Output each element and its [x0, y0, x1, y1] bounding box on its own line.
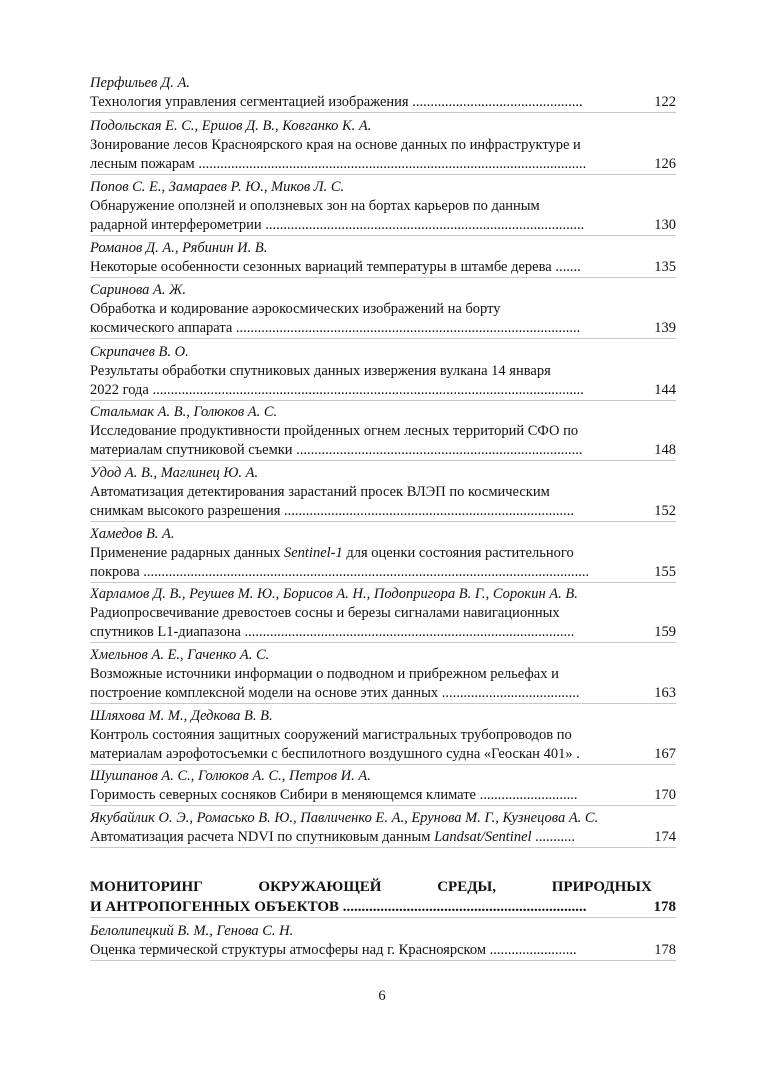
entry-title: 2022 года .......................................................................................................................: [90, 382, 584, 398]
toc-entry: [90, 403, 676, 461]
entry-authors: Стальмак А. В., Голюков А. С.: [90, 404, 278, 420]
entry-title: Обнаружение оползней и оползневых зон на бортах карьеров по данным: [90, 198, 540, 214]
entry-title: Возможные источники информации о подводном и прибрежном рельефах и: [90, 666, 559, 682]
entry-title: покрова ...........................................................................................................................: [90, 564, 590, 580]
entry-page: 139: [654, 320, 676, 336]
section-heading: [90, 877, 676, 918]
title-text: ...........: [531, 829, 576, 845]
toc-entry: [90, 239, 676, 278]
entry-authors: Харламов Д. В., Реушев М. Ю., Борисов А. Н., Подопригора В. Г., Сорокин А. В.: [90, 586, 578, 602]
entry-authors: Попов С. Е., Замараев Р. Ю., Миков Л. С.: [90, 179, 345, 195]
entry-authors: Шушпанов А. С., Голюков А. С., Петров И. А.: [90, 768, 371, 784]
toc-entry: [90, 646, 676, 704]
entry-page: 130: [654, 217, 676, 233]
entry-authors: Якубайлик О. Э., Ромасько В. Ю., Павличенко Е. А., Ерунова М. Г., Кузнецова А. С.: [90, 810, 599, 826]
entry-title: построение комплексной модели на основе этих данных ......................................: [90, 685, 580, 701]
entry-title: материалам аэрофотосъемки с беспилотного воздушного судна «Геоскан 401» .: [90, 746, 580, 762]
toc-entry: [90, 281, 676, 339]
entry-title: Обработка и кодирование аэрокосмических изображений на борту: [90, 301, 501, 317]
entry-title: Автоматизация детектирования зарастаний просек ВЛЭП по космическим: [90, 484, 550, 500]
title-text: для оценки состояния растительного: [342, 545, 574, 561]
entry-page: 178: [654, 942, 676, 958]
entry-authors: Хмельнов А. Е., Гаченко А. С.: [90, 647, 270, 663]
entry-title: снимкам высокого разрешения ................................................................................: [90, 503, 575, 519]
toc-entry: [90, 464, 676, 522]
entry-title: [90, 828, 575, 847]
entry-authors: Подольская Е. С., Ершов Д. В., Ковганко К. А.: [90, 118, 372, 134]
title-text: Применение радарных данных: [90, 545, 284, 561]
toc-entry: [90, 525, 676, 583]
entry-title: Радиопросвечивание древостоев сосны и березы сигналами навигационных: [90, 605, 560, 621]
entry-title: Контроль состояния защитных сооружений магистральных трубопроводов по: [90, 727, 572, 743]
entry-authors: Романов Д. А., Рябинин И. В.: [90, 240, 268, 256]
toc-entry: [90, 707, 676, 765]
entry-page: 163: [654, 685, 676, 701]
entry-page: 152: [654, 503, 676, 519]
entry-title: лесным пожарам ...........................................................................................................: [90, 156, 587, 172]
toc-entry: [90, 585, 676, 643]
toc-entry: [90, 117, 676, 175]
entry-authors: Шляхова М. М., Дедкова В. В.: [90, 708, 273, 724]
entry-page: 126: [654, 156, 676, 172]
entry-authors: Саринова А. Ж.: [90, 282, 187, 298]
entry-authors: Удод А. В., Маглинец Ю. А.: [90, 465, 259, 481]
toc-entry: [90, 343, 676, 401]
title-italic-text: Landsat/Sentinel: [434, 829, 532, 845]
entry-page: 167: [654, 746, 676, 762]
toc-entry: [90, 178, 676, 236]
entry-page: 159: [654, 624, 676, 640]
entry-title: спутников L1-диапазона ...........................................................................................: [90, 624, 575, 640]
entry-page: 174: [654, 829, 676, 845]
entry-title: материалам спутниковой съемки ...............................................................................: [90, 442, 583, 458]
toc-entry: [90, 809, 676, 848]
entry-authors: Перфильев Д. А.: [90, 75, 190, 91]
title-text: Автоматизация расчета NDVI по спутниковым данным: [90, 829, 435, 845]
title-italic-text: Sentinel-1: [283, 545, 343, 561]
entry-authors: Белолипецкий В. М., Генова С. Н.: [90, 923, 294, 939]
section-page: 178: [653, 899, 676, 915]
section-title-line-1: МОНИТОРИНГ ОКРУЖАЮЩЕЙ СРЕДЫ, ПРИРОДНЫХ: [90, 879, 652, 895]
toc-entry: [90, 74, 676, 113]
entry-title: Горимость северных сосняков Сибири в меняющемся климате ...........................: [90, 787, 578, 803]
entry-page: 155: [654, 564, 676, 580]
entry-authors: Скрипачев В. О.: [90, 344, 189, 360]
entry-page: 170: [654, 787, 676, 803]
entry-title: Исследование продуктивности пройденных огнем лесных территорий СФО по: [90, 423, 579, 439]
entry-title: Оценка термической структуры атмосферы над г. Красноярском ........................: [90, 942, 577, 958]
entry-authors: Хамедов В. А.: [90, 526, 175, 542]
entry-page: 135: [654, 259, 676, 275]
entry-page: 148: [654, 442, 676, 458]
entry-page: 122: [654, 94, 676, 110]
entry-title: космического аппарата ...............................................................................................: [90, 320, 581, 336]
entry-page: 144: [654, 382, 676, 398]
entry-title: радарной интерферометрии ........................................................................................: [90, 217, 585, 233]
toc-entry: [90, 922, 676, 961]
page-number: 6: [378, 988, 386, 1004]
entry-title: [90, 544, 574, 563]
toc-entry: [90, 767, 676, 806]
entry-title: Технология управления сегментацией изображения ...............................................: [90, 94, 583, 110]
entry-title: Зонирование лесов Красноярского края на основе данных по инфраструктуре и: [90, 137, 581, 153]
section-title-line-2: И АНТРОПОГЕННЫХ ОБЪЕКТОВ .................................................................: [90, 899, 587, 915]
entry-title: Некоторые особенности сезонных вариаций температуры в штамбе дерева .......: [90, 259, 581, 275]
entry-title: Результаты обработки спутниковых данных извержения вулкана 14 января: [90, 363, 551, 379]
